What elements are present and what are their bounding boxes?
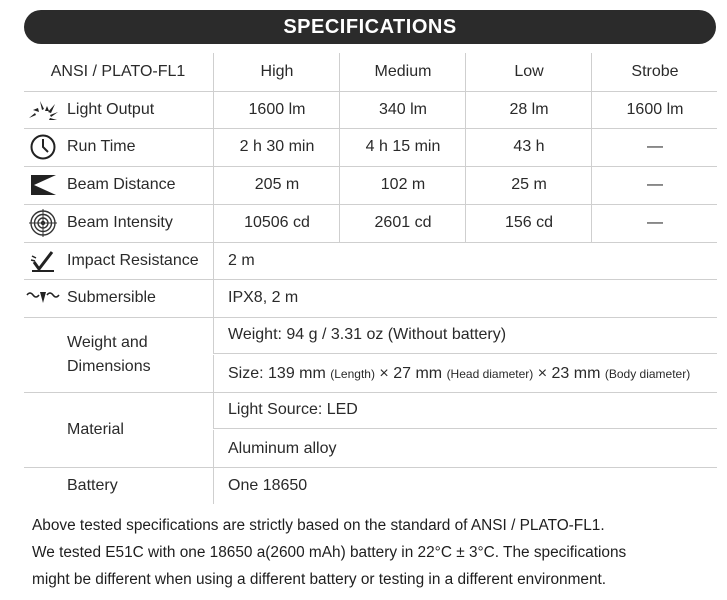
water-drop-icon [24, 284, 62, 312]
note-line: might be different when using a different battery or testing in a different environment. [32, 571, 607, 588]
table-row [24, 317, 717, 393]
value-submersible: IPX8, 2 m [213, 279, 717, 317]
spec-table [24, 53, 717, 505]
value-low: 25 m [465, 166, 592, 204]
table-row [24, 204, 717, 243]
value-low: 156 cd [465, 204, 592, 242]
table-header-row [24, 53, 717, 92]
value-strobe: — [591, 204, 718, 242]
header-medium: Medium [339, 53, 466, 91]
value-medium: 4 h 15 min [339, 128, 466, 166]
header-standard: ANSI / PLATO-FL1 [50, 63, 186, 80]
row-label: Beam Distance [67, 176, 176, 193]
value-high: 2 h 30 min [213, 128, 340, 166]
specifications-banner [24, 10, 716, 44]
value-low: 28 lm [465, 91, 592, 128]
row-label: Beam Intensity [67, 214, 173, 231]
note-line: Above tested specifications are strictly based on the standard of ANSI / PLATO-FL1. [32, 517, 605, 534]
table-row [24, 242, 717, 280]
value-size: Size: 139 mm (Length) × 27 mm (Head diameter) × 23 mm (Body diameter) [213, 355, 717, 392]
value-body-material: Aluminum alloy [213, 430, 717, 467]
value-high: 1600 lm [213, 91, 340, 128]
row-label: Impact Resistance [67, 251, 199, 269]
clock-icon [24, 133, 62, 161]
header-high: High [213, 53, 340, 91]
table-row [24, 91, 717, 129]
table-row [24, 166, 717, 205]
value-weight: Weight: 94 g / 3.31 oz (Without battery) [213, 317, 717, 354]
target-icon [24, 209, 62, 237]
table-row [24, 467, 717, 504]
header-strobe: Strobe [591, 53, 718, 91]
table-row [24, 128, 717, 167]
value-medium: 340 lm [339, 91, 466, 128]
value-light-source: Light Source: LED [213, 392, 717, 429]
value-battery: One 18650 [213, 467, 717, 504]
value-high: 10506 cd [213, 204, 340, 242]
row-label: Submersible [67, 289, 156, 306]
beam-icon [24, 171, 62, 199]
value-impact: 2 m [213, 242, 717, 279]
impact-icon [24, 247, 62, 275]
note-line: We tested E51C with one 18650 a(2600 mAh) battery in 22°C ± 3°C. The specifications [32, 544, 627, 561]
value-high: 205 m [213, 166, 340, 204]
table-row [24, 279, 717, 318]
row-label: Run Time [67, 138, 136, 155]
row-label: Light Output [67, 100, 155, 118]
light-burst-icon [24, 96, 62, 124]
value-low: 43 h [465, 128, 592, 166]
test-note [32, 512, 722, 593]
row-label: Material [67, 420, 124, 438]
value-medium: 2601 cd [339, 204, 466, 242]
table-row [24, 392, 717, 468]
page-title: SPECIFICATIONS [283, 15, 457, 38]
value-medium: 102 m [339, 166, 466, 204]
value-strobe: — [591, 128, 718, 166]
row-label: Weight and Dimensions [67, 333, 151, 375]
row-label: Battery [67, 476, 118, 494]
header-low: Low [465, 53, 592, 91]
value-strobe: — [591, 166, 718, 204]
value-strobe: 1600 lm [591, 91, 718, 128]
